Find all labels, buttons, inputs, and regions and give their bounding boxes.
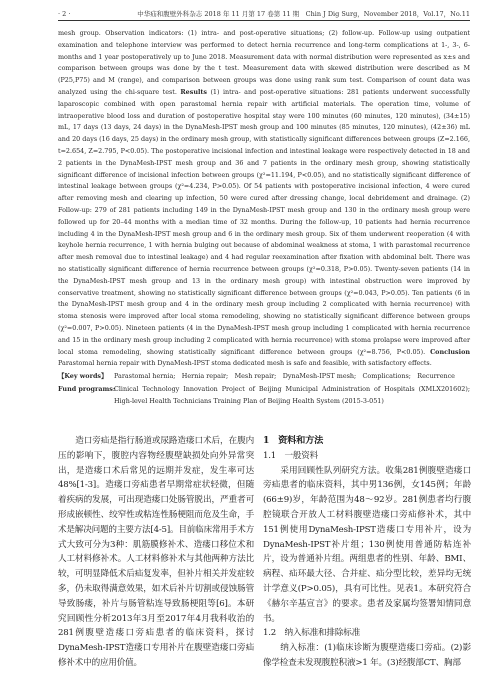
- keywords-block: [58, 371, 470, 383]
- fund-programs-block: [58, 384, 470, 408]
- abstract-results-text: (1) intra- and post-operative situations: 281 patients underwent successfully laparoscopic combined with open parastomal hernia repair with artificial materials. The operation time, volume of intraoperative blood loss and duration of postoperative hospital stay were 100 minutes (60 minutes, 120 minutes), (34±15) mL, 17 days (13 days, 24 days) in the DynaMesh-IPST mesh group and 100 minutes (85 minutes, 120 minutes), (42±36) mL and 20 days (16 days, 25 days) in the ordinary mesh group, with statistically significant differences between groups (Z=2.166, t=2.654, Z=2.795, P<0.05). The postoperative incisional infection and intestinal leakage were respectively detected in 18 and 2 patients in the DynaMesh-IPST mesh group and 36 and 7 patients in the ordinary mesh group, showing statistically significant difference of incisional infection between groups (χ²=11.194, P<0.05), and no statistically significant difference of intestinal leakage between groups (χ²=4.234, P>0.05). Of 54 patients with postoperative incisional infection, 4 were cured after removing mesh and clearing up infection, 50 were cured after dressing change, local debridement and drainage. (2) Follow-up: 279 of 281 patients including 149 in the DynaMesh-IPST mesh group and 130 in the ordinary mesh group were followed up for 20–44 months with a median time of 32 months. During the follow-up, 10 patients had hernia recurrence including 4 in the DynaMesh-IPST mesh group and 6 in the ordinary mesh group. Six of them underwent reoperation (4 with keyhole hernia recurrence, 1 with hernia bulging out because of abdominal weakness at stoma, 1 with parastomal recurrence after mesh removal due to intestinal leakage) and 4 had regular reexamination after fixation with abdominal belt. There was no statistically significant difference of hernia recurrence between groups (χ²=0.318, P>0.05). Twenty-seven patients (14 in the DynaMesh-IPST mesh group and 13 in the ordinary mesh group) with intestinal obstruction were improved by conservative treatment, showing no statistically significant difference between groups (χ²=0.043, P>0.05). Ten patients (6 in the DynaMesh-IPST mesh group and 4 in the ordinary mesh group including 2 complicated with hernia recurrence) with stoma stenosis were improved after local stoma remodeling, showing no statistically significant difference between groups (χ²=0.007, P>0.05). Nineteen patients (4 in the DynaMesh-IPST mesh group including 1 complicated with hernia recurrence and 15 in the ordinary mesh group including 2 complicated with hernia recurrence) with stoma prolapse were improved after local stoma remodeling, showing statistically significant difference between groups (χ²=8.756, P<0.05).: [58, 87, 470, 356]
- keywords-label: 【Key words】: [58, 372, 108, 381]
- introduction-column: [58, 434, 254, 671]
- conclusion-label: Conclusion: [430, 347, 470, 356]
- section-heading-materials-methods: 1 资料和方法: [263, 435, 324, 446]
- english-abstract: [58, 28, 470, 408]
- introduction-paragraph: 造口旁疝是指行肠道或尿路造瘘口术后，在腹内压的影响下，腹腔内容物经腹壁缺损处向外异常突出，是造瘘口术后常见的远期并发症，发生率可达48%[1-3]。造瘘口旁疝患者早期常症状轻微，但随着疾病的发展，可出现造瘘口处肠管脱出，严重者可形成嵌顿性、绞窄性或粘连性肠梗阻而危及生命，手术是解决问题的主要方法[4-5]。目前临床常用手术方式大致可分为3种：肌筋膜修补术、造瘘口移位术和人工材料修补术。人工材料修补术与其他两种方法比较，可明显降低术后疝复发率，但补片相关并发症较多，仍未取得满意效果，如术后补片切割或侵蚀肠管导致肠瘘，补片与肠管粘连导致肠梗阻等[6]。本研究回顾性分析2013年3月至2017年4月我科收治的281例腹壁造瘘口旁疝患者的临床资料，探讨DynaMesh-IPST造瘘口专用补片在腹壁造瘘口旁疝修补术中的应用价值。: [58, 436, 254, 668]
- general-data-paragraph: 采用回顾性队列研究方法。收集281例腹壁造瘘口旁疝患者的临床资料，其中男136例，女145例；年龄(66±9)岁，年龄范围为48～92岁。281例患者均行腹腔镜联合开放人工材料腹壁造瘘口旁疝修补术，其中151例使用DynaMesh-IPST造瘘口专用补片，设为DynaMesh-IPST补片组；130例使用普通防粘连补片，设为普通补片组。两组患者的性别、年龄、BMI、病程、疝环最大径、合并症、疝分型比较，差异均无统计学意义(P>0.05)，具有可比性。见表1。本研究符合《赫尔辛基宣言》的要求。患者及家属均签署知情同意书。: [263, 465, 471, 624]
- keywords-value: Parastomal hernia; Hernia repair; Mesh repair; DynaMesh-IPST mesh; Complications; Recurrence: [114, 372, 455, 381]
- fund-programs-value: Clinical Technology Innovation Project of Beijing Municipal Administration of Hospitals (XMLX201602); High-level Health Technicians Training Plan of Beijing Health System (2015-3-051): [114, 384, 470, 405]
- results-label: Results: [180, 87, 207, 96]
- criteria-paragraph: 纳入标准：(1)临床诊断为腹壁造瘘口旁疝。(2)影像学检查未发现腹腔积液>1 年。(3)经腹部CT、胸部: [263, 643, 471, 668]
- methods-column: [263, 434, 471, 671]
- fund-programs-label: Fund programs:: [58, 384, 116, 393]
- abstract-methods-text: mesh group. Observation indicators: (1) intra- and post-operative situations; (2) follow-up. Follow-up using outpatient examination and telephone interview was performed to detect hernia recurrence and long-term complications at 1-, 3-, 6-months and 1 year postoperatively up to June 2018. Measurement data with normal distribution were represented as x±s and comparison between groups was done by the t test. Measurement data with skewed distribution were described as M (P25,P75) and M (range), and comparison between groups was done using rank sum test. Comparison of count data was analyzed using the chi-square test.: [58, 29, 470, 96]
- subsection-heading-general-data: 1.1 一般资料: [263, 450, 319, 461]
- abstract-body: [58, 28, 470, 370]
- journal-citation: 中华疝和腹壁外科杂志 2018 年 11 月第 17 卷第 11 期 Chin J Dig Surg，November 2018，Vol.17，No.11: [137, 10, 470, 18]
- page-number: · 2 ·: [58, 10, 71, 18]
- running-header: [58, 8, 470, 21]
- abstract-conclusion-text: Parastomal hernia repair with DynaMesh-IPST stoma dedicated mesh is safe and feasible, with satisfactory effects.: [58, 359, 432, 368]
- subsection-heading-criteria: 1.2 纳入标准和排除标准: [263, 628, 361, 639]
